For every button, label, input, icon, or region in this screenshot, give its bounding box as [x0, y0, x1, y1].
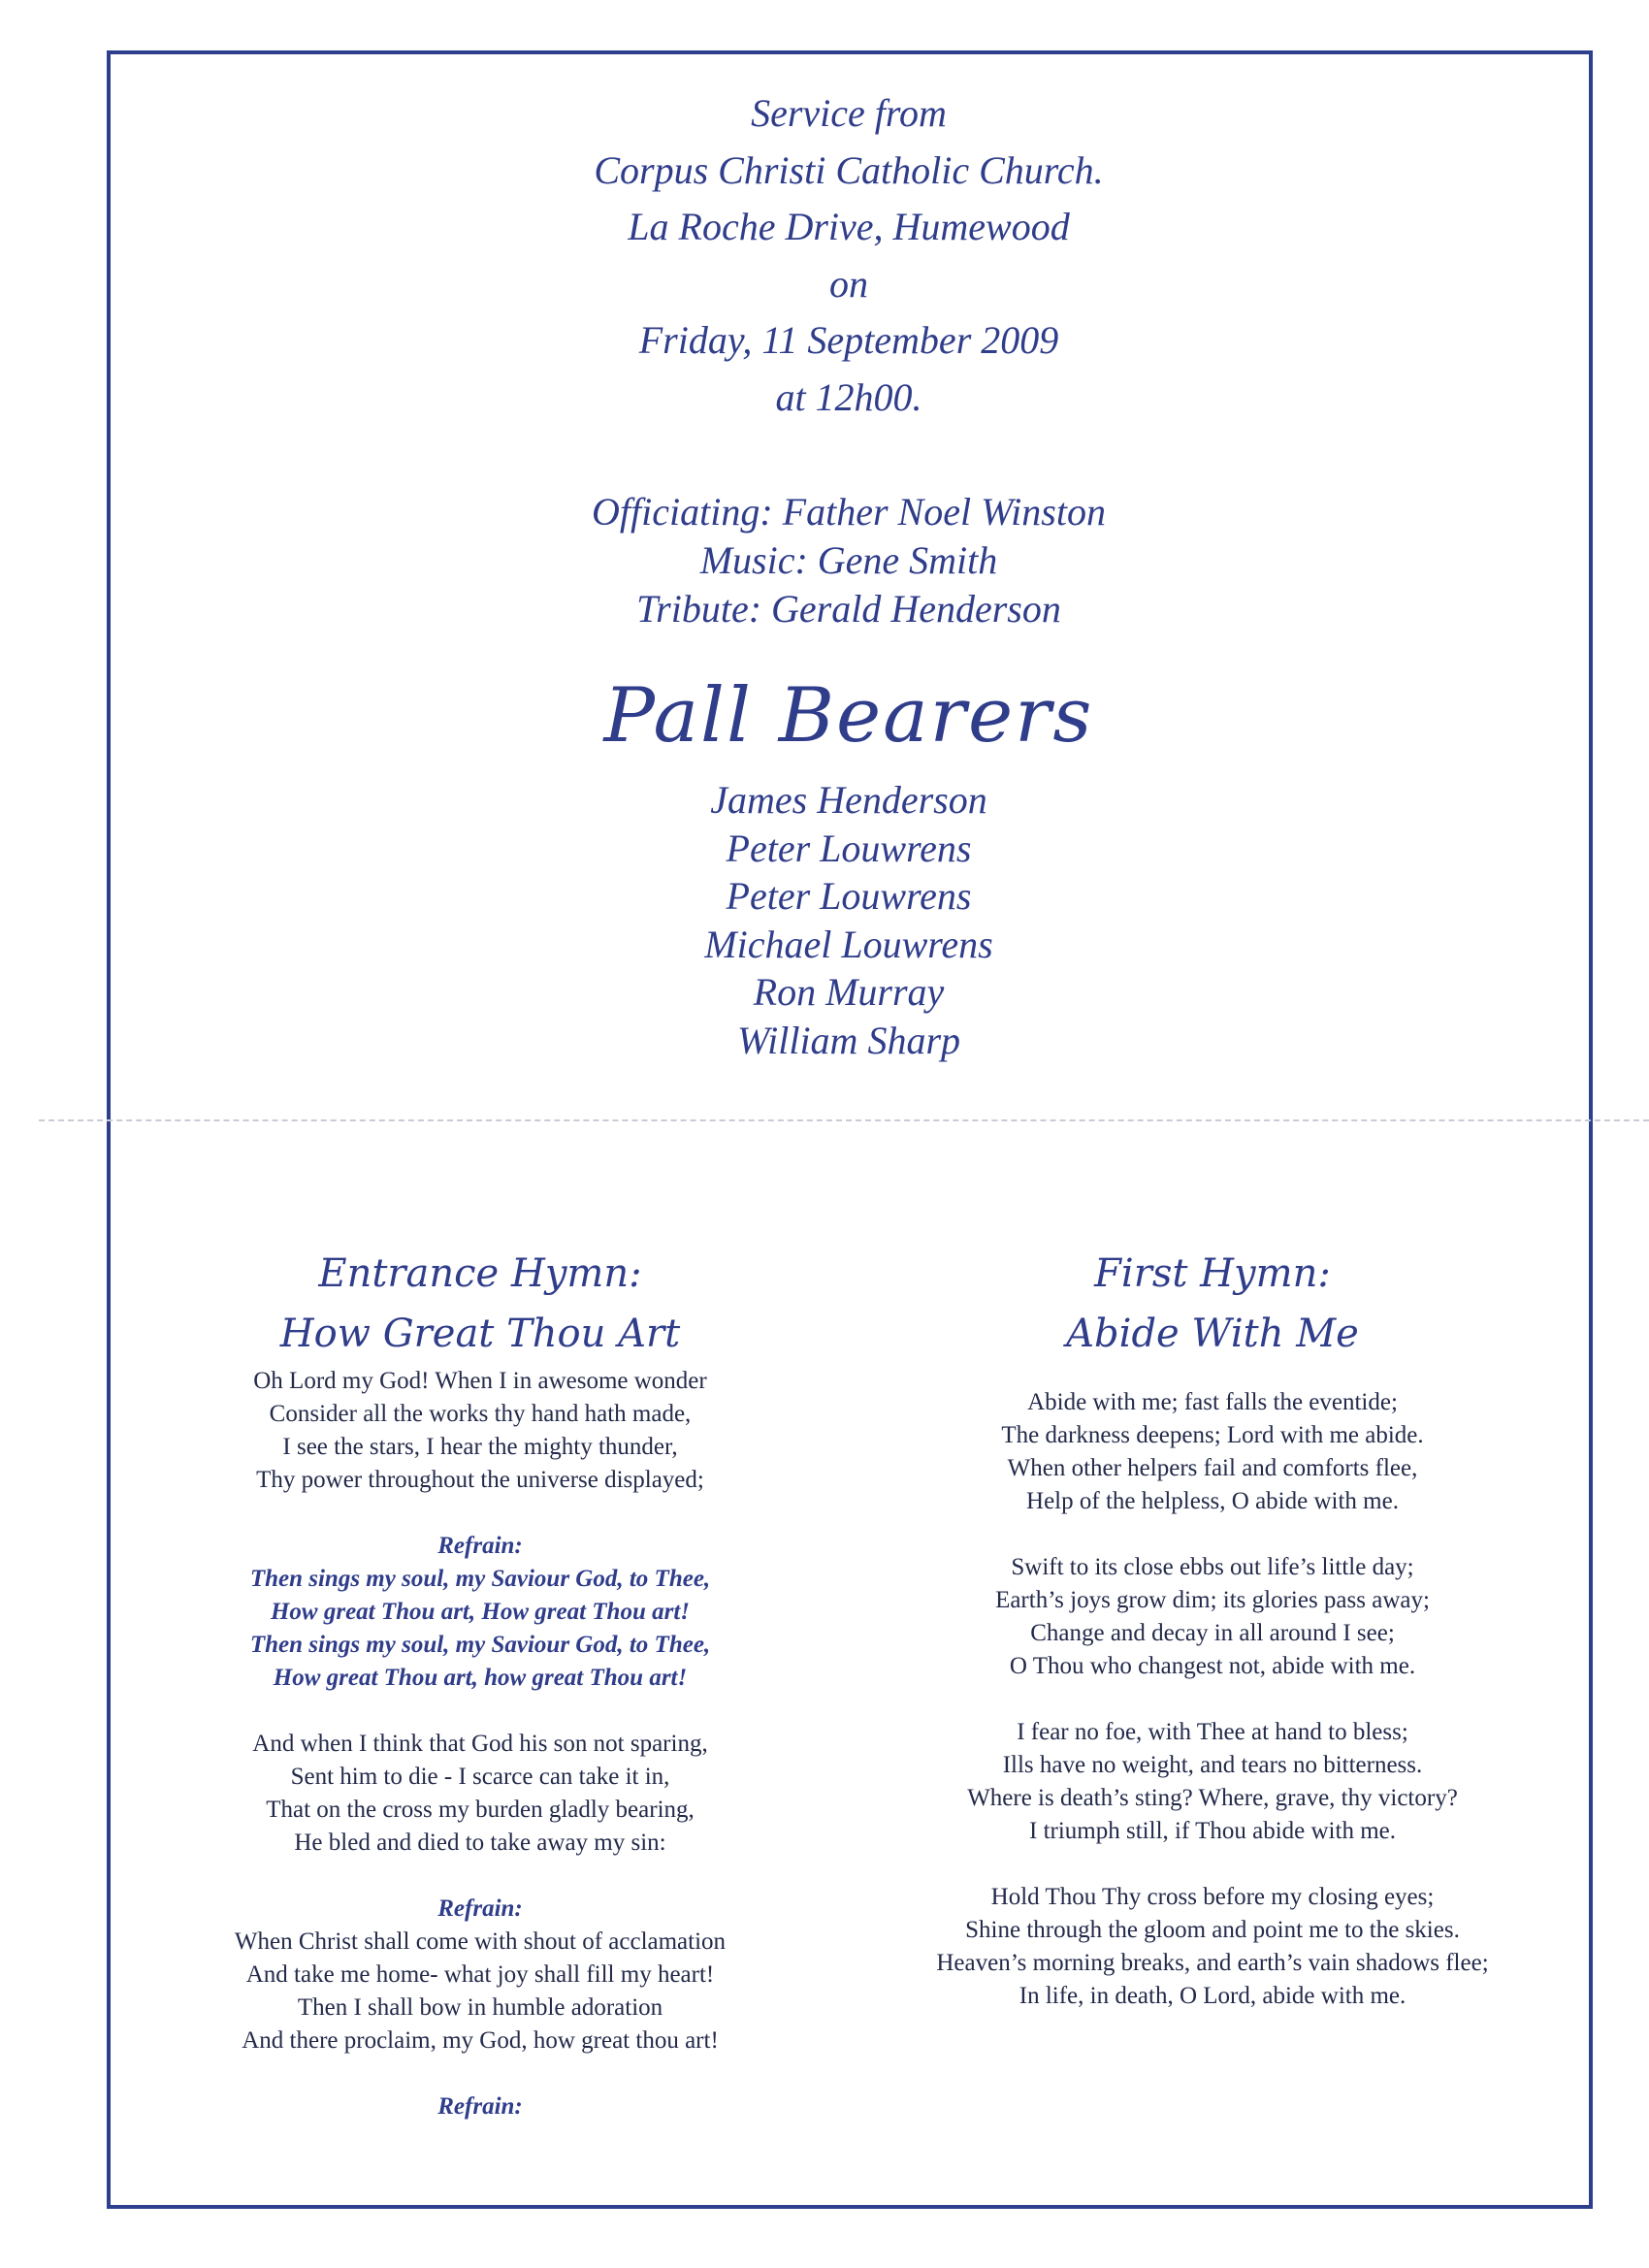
verse-line: And there proclaim, my God, how great thou art!: [242, 2027, 719, 2054]
hymn-refrain: [121, 1530, 839, 1695]
verse-line: Ills have no weight, and tears no bitterness.: [1002, 1752, 1423, 1778]
pall-bearers-list: [291, 776, 1406, 1064]
verse-line: I fear no foe, with Thee at hand to bless;: [1017, 1719, 1408, 1745]
bearer-name: William Sharp: [736, 1018, 961, 1062]
officiating: Officiating: Father Noel Winston: [592, 490, 1106, 534]
first-hymn: [854, 1247, 1571, 2046]
verse-line: He bled and died to take away my sin:: [294, 1830, 666, 1856]
refrain-line: Then sings my soul, my Saviour God, to Thee,: [249, 1632, 711, 1658]
refrain-line: How great Thou art, How great Thou art!: [270, 1599, 691, 1625]
verse-line: Then I shall bow in humble adoration: [297, 1994, 663, 2021]
verse-line: Consider all the works thy hand hath made,: [269, 1401, 692, 1427]
refrain-label: Refrain:: [437, 2093, 523, 2120]
service-credits: [291, 488, 1406, 633]
entrance-hymn: [121, 1247, 839, 2123]
verse-line: I see the stars, I hear the mighty thunder,: [282, 1434, 678, 1460]
hymn-verse-with-refrain: [121, 1893, 839, 2057]
verse-line: And when I think that God his son not sparing,: [252, 1731, 708, 1757]
service-date: Friday, 11 September 2009: [638, 318, 1059, 362]
verse-line: Abide with me; fast falls the eventide;: [1027, 1389, 1398, 1415]
verse-line: Oh Lord my God! When I in awesome wonder: [253, 1368, 707, 1394]
verse-line: I triumph still, if Thou abide with me.: [1029, 1818, 1396, 1844]
verse-line: Help of the helpless, O abide with me.: [1026, 1488, 1399, 1514]
refrain-label: Refrain:: [437, 1895, 523, 1922]
verse-line: Earth’s joys grow dim; its glories pass away;: [995, 1587, 1430, 1613]
service-details: [291, 85, 1406, 426]
hymn-verse: [854, 1551, 1571, 1683]
verse-line: Thy power throughout the universe displayed;: [256, 1467, 704, 1493]
refrain-label: Refrain:: [437, 1533, 523, 1559]
pall-bearers-title: Pall Bearers: [603, 672, 1094, 760]
bearer-name: Michael Louwrens: [704, 922, 993, 966]
tribute: Tribute: Gerald Henderson: [636, 587, 1061, 631]
verse-line: Swift to its close ebbs out life’s little day;: [1011, 1554, 1414, 1580]
verse-line: Hold Thou Thy cross before my closing eyes;: [990, 1884, 1435, 1910]
entrance-hymn-heading: Entrance Hymn:: [318, 1251, 642, 1296]
bearer-name: Peter Louwrens: [726, 874, 972, 918]
first-hymn-title: Abide With Me: [1066, 1312, 1359, 1356]
entrance-hymn-title: How Great Thou Art: [279, 1312, 681, 1356]
verse-line: And take me home- what joy shall fill my heart!: [245, 1961, 715, 1988]
service-time: at 12h00.: [775, 374, 922, 419]
hymn-verse: [121, 1365, 839, 1497]
hymn-verse: [854, 1386, 1571, 1518]
verse-line: Shine through the gloom and point me to the skies.: [965, 1917, 1460, 1943]
service-line: Service from: [751, 91, 947, 135]
verse-line: That on the cross my burden gladly bearing,: [266, 1797, 695, 1823]
verse-line: The darkness deepens; Lord with me abide.: [1001, 1422, 1424, 1448]
refrain-line: Then sings my soul, my Saviour God, to Thee,: [249, 1566, 711, 1592]
refrain-line: How great Thou art, how great Thou art!: [273, 1665, 688, 1691]
verse-line: Sent him to die - I scarce can take it in,: [290, 1764, 670, 1790]
church-address: La Roche Drive, Humewood: [628, 205, 1070, 248]
music: Music: Gene Smith: [699, 538, 998, 582]
service-on: on: [829, 261, 868, 306]
verse-line: O Thou who changest not, abide with me.: [1009, 1653, 1416, 1679]
first-hymn-heading: First Hymn:: [1094, 1251, 1331, 1296]
hymn-verse: [854, 1881, 1571, 2013]
hymn-verse: [121, 1728, 839, 1860]
verse-line: Change and decay in all around I see;: [1030, 1620, 1395, 1646]
hymn-verse: [854, 1716, 1571, 1848]
verse-line: Heaven’s morning breaks, and earth’s vain shadows flee;: [936, 1950, 1489, 1976]
verse-line: When Christ shall come with shout of acclamation: [234, 1928, 727, 1955]
verse-line: In life, in death, O Lord, abide with me.: [1018, 1983, 1406, 2009]
church-name: Corpus Christi Catholic Church.: [594, 147, 1104, 192]
fold-line: [39, 1119, 1649, 1121]
verse-line: When other helpers fail and comforts flee,: [1007, 1455, 1418, 1481]
bearer-name: James Henderson: [710, 778, 987, 822]
bearer-name: Peter Louwrens: [726, 826, 972, 870]
bearer-name: Ron Murray: [753, 970, 945, 1014]
verse-line: Where is death’s sting? Where, grave, thy victory?: [967, 1785, 1458, 1811]
